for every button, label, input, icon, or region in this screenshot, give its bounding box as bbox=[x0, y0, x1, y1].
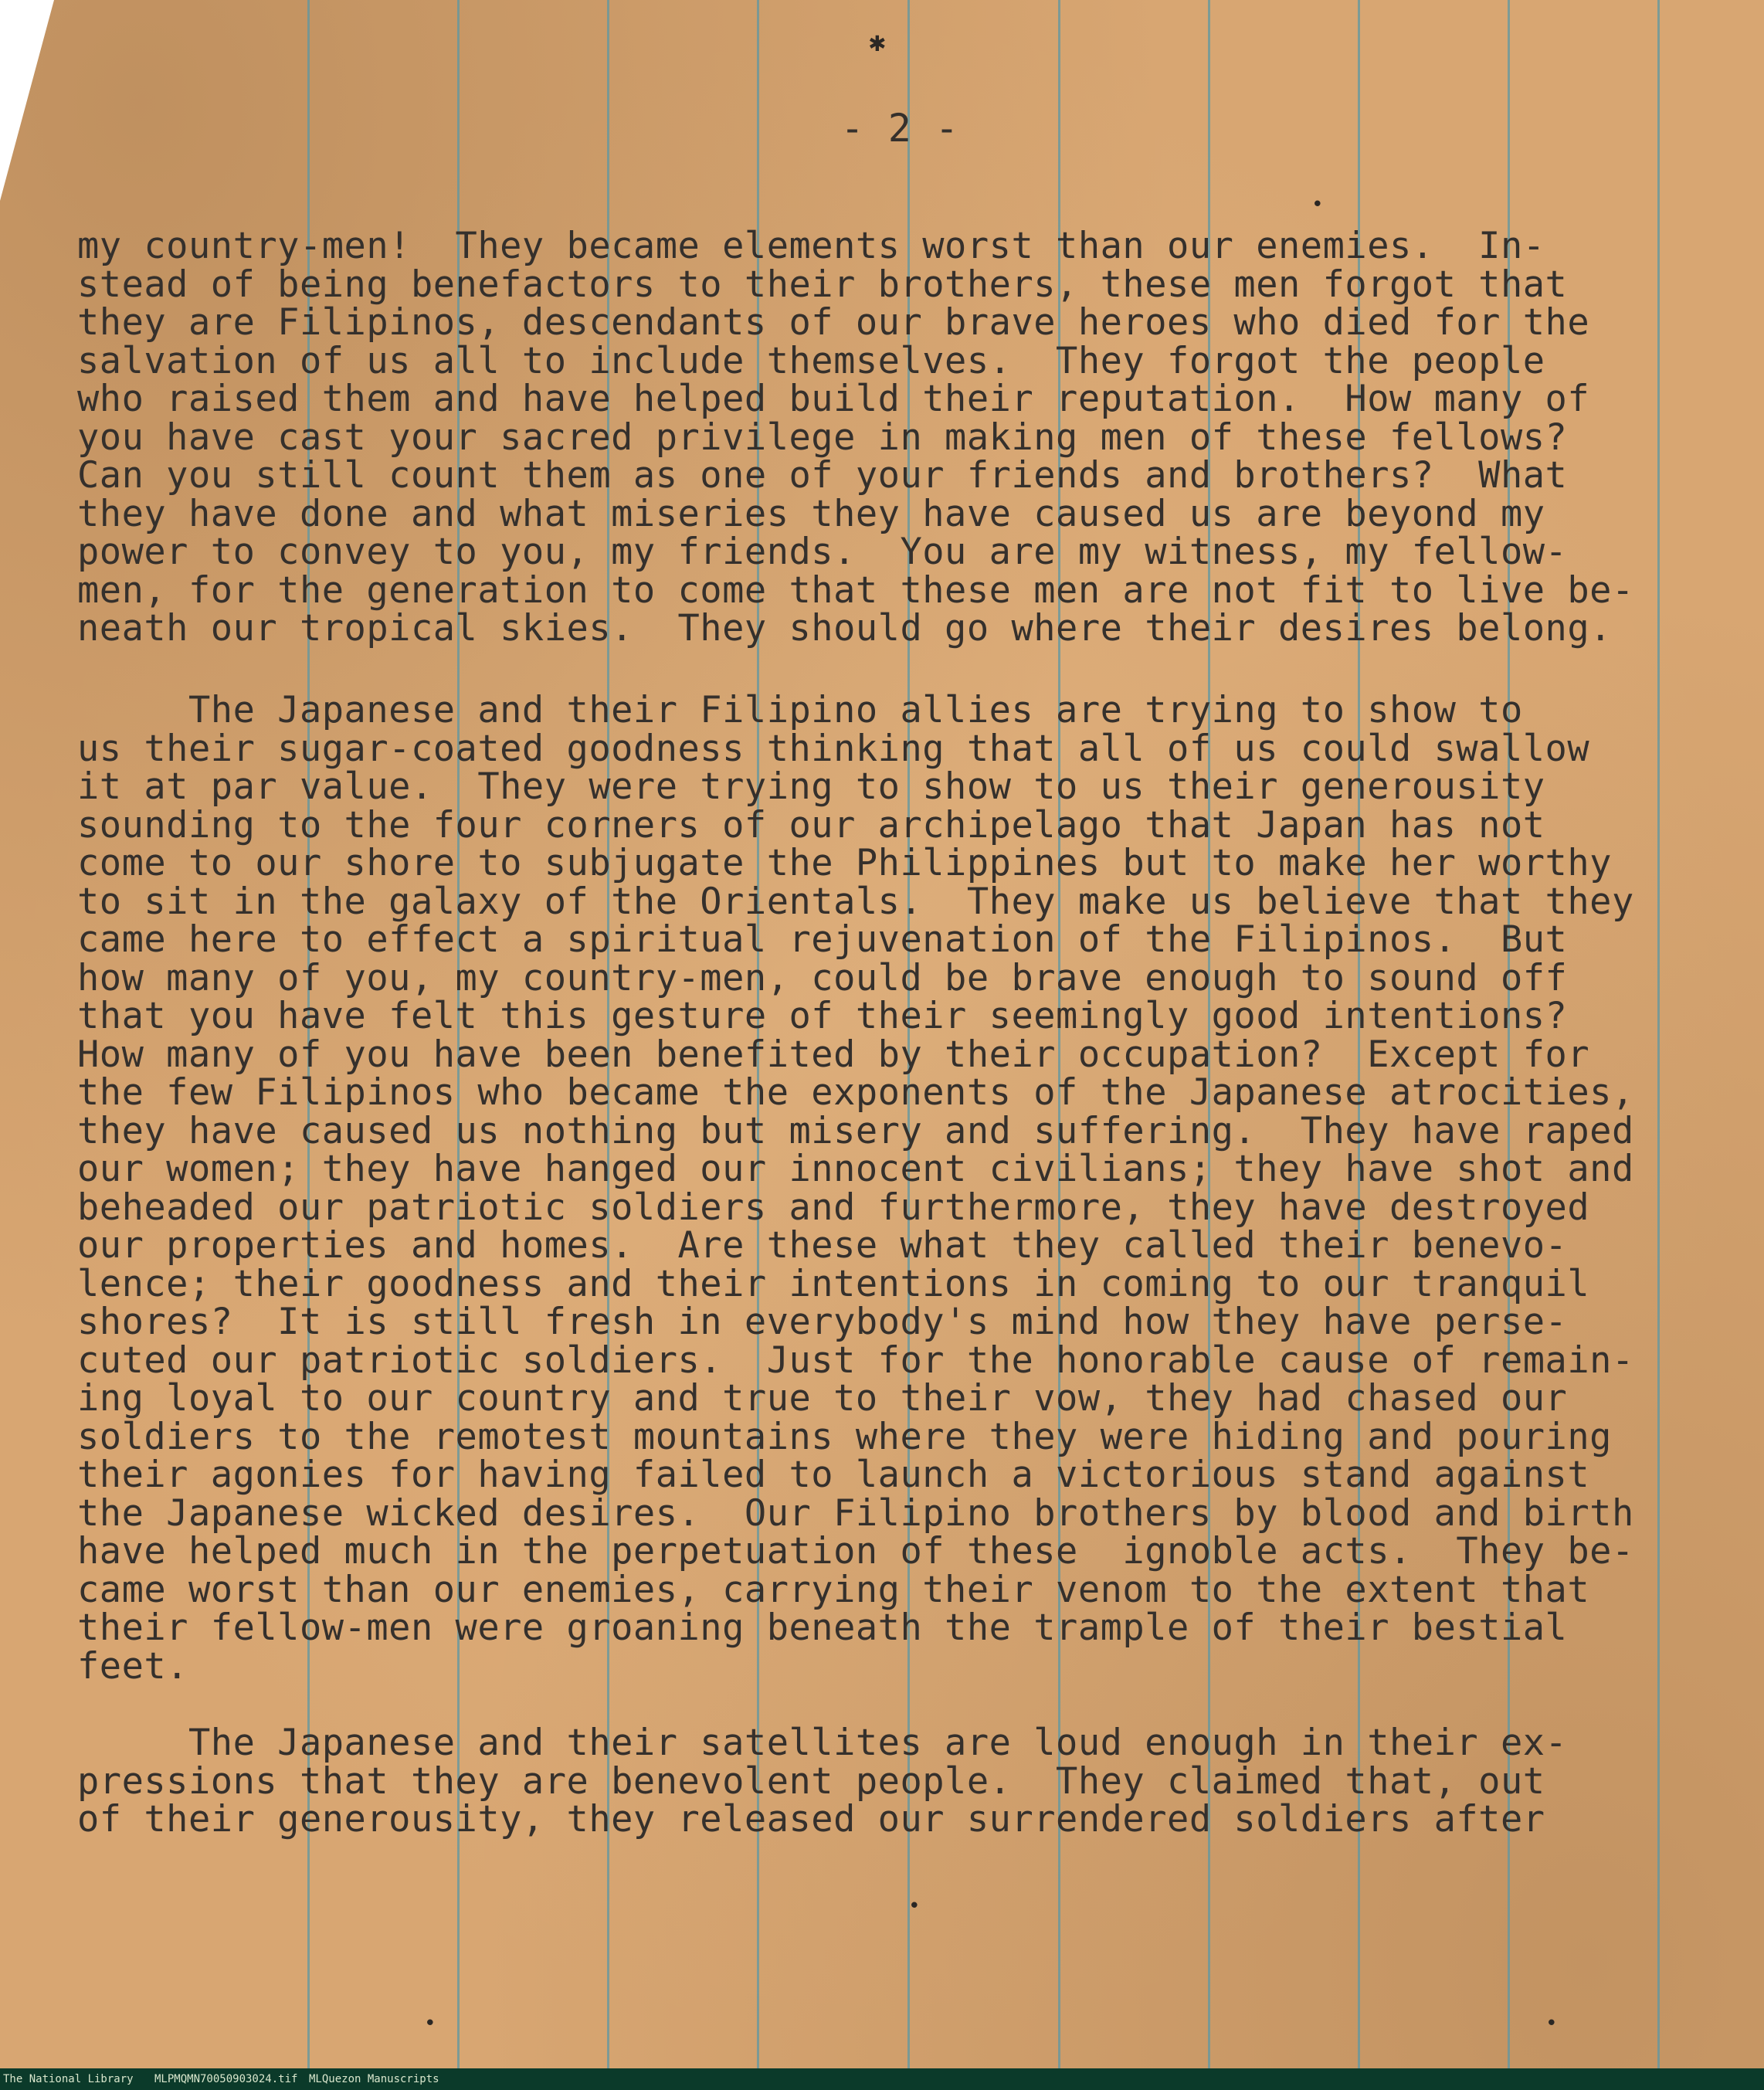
ink-blot: ✱ bbox=[869, 26, 886, 58]
footer-filename: MLPMQMN70050903024.tif bbox=[154, 2073, 298, 2085]
text-line: shores? It is still fresh in everybody's mind how they have perse- bbox=[77, 1301, 1568, 1343]
text-line: power to convey to you, my friends. You are my witness, my fellow- bbox=[77, 531, 1568, 573]
text-line: that you have felt this gesture of their seemingly good intentions? bbox=[77, 995, 1568, 1037]
text-line: sounding to the four corners of our archipelago that Japan has not bbox=[77, 803, 1545, 847]
text-line: came worst than our enemies, carrying their venom to the extent that bbox=[77, 1568, 1590, 1611]
text-line: their agonies for having failed to launch a victorious stand against bbox=[77, 1454, 1590, 1496]
text-line: you have cast your sacred privilege in making men of these fellows? bbox=[77, 416, 1568, 459]
ink-speck: • bbox=[908, 1895, 921, 1918]
ink-speck: • bbox=[1545, 2012, 1558, 2035]
text-line: their fellow-men were groaning beneath the trample of their bestial bbox=[77, 1607, 1568, 1649]
text-line: cuted our patriotic soldiers. Just for the honorable cause of remain- bbox=[77, 1338, 1634, 1382]
text-line: they have caused us nothing but misery and suffering. They have raped bbox=[77, 1109, 1634, 1152]
text-line: my country-men! They became elements worst than our enemies. In- bbox=[77, 225, 1545, 267]
archive-footer-bar bbox=[0, 2068, 1764, 2090]
text-line: The Japanese and their Filipino allies are trying to show to bbox=[77, 689, 1523, 731]
text-line: Can you still count them as one of your friends and brothers? What bbox=[77, 454, 1568, 497]
paragraph bbox=[77, 1724, 1738, 1839]
text-line: have helped much in the perpetuation of these ignoble acts. They be- bbox=[77, 1530, 1634, 1573]
text-line: the few Filipinos who became the exponents of the Japanese atrocities, bbox=[77, 1071, 1634, 1114]
text-line: salvation of us all to include themselves. They forgot the people bbox=[77, 339, 1545, 382]
text-line: lence; their goodness and their intentions in coming to our tranquil bbox=[77, 1262, 1590, 1305]
text-line: pressions that they are benevolent people. They claimed that, out bbox=[77, 1759, 1545, 1803]
text-line: stead of being benefactors to their brothers, these men forgot that bbox=[77, 263, 1568, 306]
text-line: our properties and homes. Are these what they called their benevo- bbox=[77, 1224, 1568, 1267]
text-line: How many of you have been benefited by their occupation? Except for bbox=[77, 1033, 1590, 1076]
text-line: us their sugar-coated goodness thinking that all of us could swallow bbox=[77, 727, 1590, 770]
text-line: to sit in the galaxy of the Orientals. They make us believe that they bbox=[77, 880, 1634, 923]
text-line: The Japanese and their satellites are loud enough in their ex- bbox=[77, 1722, 1568, 1764]
text-line: how many of you, my country-men, could be brave enough to sound off bbox=[77, 956, 1568, 999]
page-number: - 2 - bbox=[840, 106, 959, 151]
text-line: neath our tropical skies. They should go where their desires belong. bbox=[77, 607, 1612, 650]
text-line: men, for the generation to come that these men are not fit to live be- bbox=[77, 568, 1634, 612]
text-line: came here to effect a spiritual rejuvenation of the Filipinos. But bbox=[77, 918, 1568, 961]
text-line: they have done and what miseries they have caused us are beyond my bbox=[77, 492, 1545, 535]
ink-speck: • bbox=[424, 2012, 436, 2035]
text-line: beheaded our patriotic soldiers and furthermore, they have destroyed bbox=[77, 1186, 1590, 1229]
text-line: come to our shore to subjugate the Philippines but to make her worthy bbox=[77, 842, 1612, 884]
footer-collection: MLQuezon Manuscripts bbox=[309, 2073, 439, 2085]
text-line: our women; they have hanged our innocent civilians; they have shot and bbox=[77, 1148, 1634, 1190]
paragraph bbox=[77, 227, 1738, 648]
text-line: feet. bbox=[77, 1644, 188, 1688]
text-line: ing loyal to our country and true to their vow, they had chased our bbox=[77, 1377, 1568, 1420]
text-line: it at par value. They were trying to show to us their generousity bbox=[77, 765, 1545, 808]
text-line: of their generousity, they released our surrendered soldiers after bbox=[77, 1798, 1545, 1841]
ink-speck: • bbox=[1311, 193, 1324, 216]
text-line: who raised them and have helped build their reputation. How many of bbox=[77, 378, 1590, 420]
paragraph bbox=[77, 689, 1738, 1688]
text-line: soldiers to the remotest mountains where they were hiding and pouring bbox=[77, 1415, 1612, 1458]
footer-library: The National Library bbox=[3, 2073, 134, 2085]
text-line: the Japanese wicked desires. Our Filipino brothers by blood and birth bbox=[77, 1491, 1634, 1535]
text-line: they are Filipinos, descendants of our brave heroes who died for the bbox=[77, 301, 1590, 344]
